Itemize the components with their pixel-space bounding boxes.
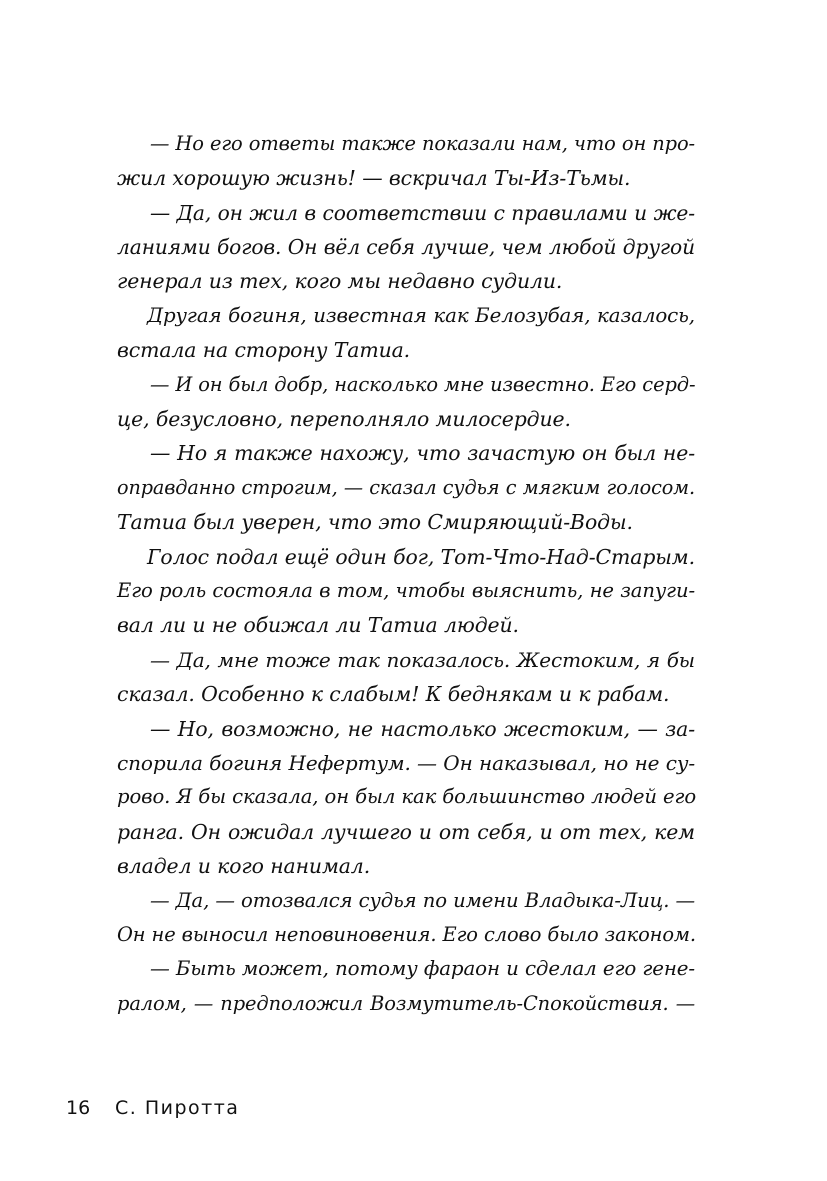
text-line: — Но его ответы также показали нам, что он про- xyxy=(150,132,695,155)
running-head: С. Пиротта xyxy=(115,1097,240,1119)
text-line: ранга. Он ожидал лучшего и от себя, и от тех, кем xyxy=(117,820,695,844)
text-line: ралом, — предположил Возмутитель-Спокойствия. — xyxy=(117,992,695,1015)
page-footer xyxy=(66,1096,239,1120)
text-line: генерал из тех, кого мы недавно судили. xyxy=(117,269,563,293)
text-line: Татиа был уверен, что это Смиряющий-Воды. xyxy=(117,510,633,534)
text-line: — Да, мне тоже так показалось. Жестоким, я бы xyxy=(150,648,695,672)
text-line: — Быть может, потому фараон и сделал его гене- xyxy=(150,957,695,980)
text-line: ланиями богов. Он вёл себя лучше, чем любой другой xyxy=(117,235,695,259)
text-line: владел и кого нанимал. xyxy=(117,854,371,878)
text-line: — Да, он жил в соответствии с правилами и же- xyxy=(150,201,695,225)
page-number: 16 xyxy=(66,1097,91,1119)
text-line: Другая богиня, известная как Белозубая, казалось, xyxy=(147,304,695,327)
text-line: Его роль состояла в том, чтобы выяснить, не запуги- xyxy=(117,579,695,602)
text-line: оправданно строгим, — сказал судья с мягким голосом. xyxy=(117,476,695,499)
text-line: — Да, — отозвался судья по имени Владыка-Лиц. — xyxy=(150,889,695,912)
text-line: встала на сторону Татиа. xyxy=(117,338,411,362)
text-line: — Но я также нахожу, что зачастую он был не- xyxy=(150,441,695,465)
text-line: сказал. Особенно к слабым! К беднякам и к рабам. xyxy=(117,682,670,706)
text-line: — Но, возможно, не настолько жестоким, — за- xyxy=(150,717,695,741)
text-line: Голос подал ещё один бог, Тот-Что-Над-Старым. xyxy=(147,545,695,569)
text-line: вал ли и не обижал ли Татиа людей. xyxy=(117,613,519,637)
text-line: жил хорошую жизнь! — вскричал Ты-Из-Тьмы. xyxy=(117,166,631,190)
text-line: спорила богиня Нефертум. — Он наказывал, но не су- xyxy=(117,751,695,775)
text-line: — И он был добр, насколько мне известно. Его серд- xyxy=(150,373,696,396)
text-line: Он не выносил неповиновения. Его слово было законом. xyxy=(117,923,696,946)
text-line: це, безусловно, переполняло милосердие. xyxy=(117,407,571,431)
text-line: рово. Я бы сказала, он был как большинство людей его xyxy=(117,785,697,808)
